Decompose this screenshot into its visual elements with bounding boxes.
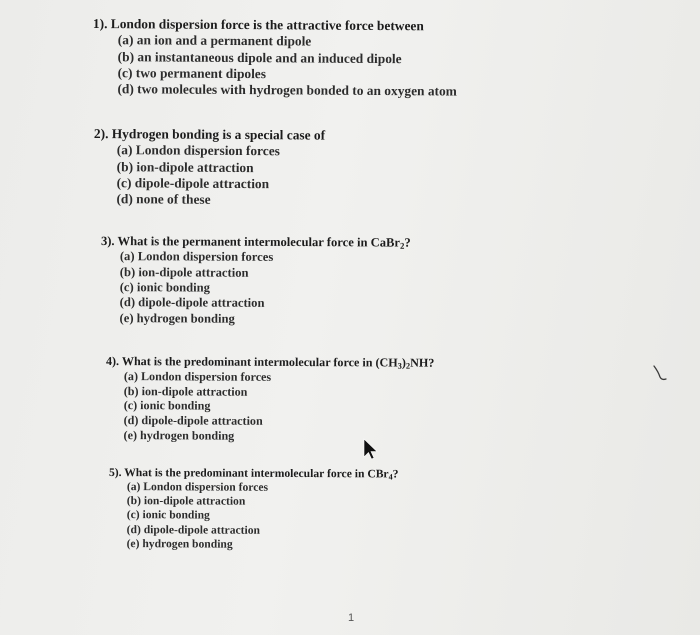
question-2-option-c: (c) dipole-dipole attraction (116, 175, 270, 192)
question-1-stem: 1). London dispersion force is the attractive force between (92, 16, 424, 34)
question-4-stem-subscript-2: 2 (405, 360, 411, 371)
question-1-option-d: (d) two molecules with hydrogen bonded to an oxygen atom (117, 81, 457, 99)
question-3-stem-subscript: 2 (399, 240, 405, 251)
handwritten-mark-icon (652, 364, 668, 382)
question-3-option-b: (b) ion-dipole attraction (119, 264, 249, 280)
question-5-stem-subscript: 4 (388, 472, 393, 482)
question-3-option-d: (d) dipole-dipole attraction (119, 295, 265, 311)
question-5-option-a: (a) London dispersion forces (126, 480, 269, 494)
question-3-option-e: (e) hydrogen bonding (119, 310, 235, 326)
question-3-stem-end: ? (404, 235, 411, 250)
question-4-option-d: (d) dipole-dipole attraction (123, 413, 263, 428)
question-4-stem-end: NH? (410, 355, 435, 370)
question-4-stem (106, 354, 434, 370)
question-5 (109, 466, 399, 552)
question-4-option-a: (a) London dispersion forces (123, 368, 272, 384)
question-3-option-c: (c) ionic bonding (119, 280, 211, 295)
question-5-option-b: (b) ion-dipole attraction (126, 494, 246, 508)
question-3-stem (101, 234, 411, 251)
question-1-option-a: (a) an ion and a permanent dipole (117, 32, 312, 49)
question-2-option-b: (b) ion-dipole attraction (116, 158, 254, 175)
question-5-option-c: (c) ionic bonding (126, 508, 210, 522)
question-3-stem-text: 3). What is the permanent intermolecular force in CaBr (100, 234, 401, 250)
question-3 (101, 234, 411, 328)
question-1-option-b: (b) an instantaneous dipole and an induced dipole (117, 48, 402, 66)
question-1-option-c: (c) two permanent dipoles (117, 65, 267, 82)
question-5-stem (109, 466, 399, 482)
question-2-option-d: (d) none of these (116, 191, 211, 208)
question-4-option-c: (c) ionic bonding (123, 398, 211, 413)
question-4-option-b: (b) ion-dipole attraction (123, 383, 248, 399)
question-2 (93, 126, 325, 209)
page-number: 1 (348, 612, 355, 624)
question-2-stem: 2). Hydrogen bonding is a special case of (93, 126, 326, 143)
question-4-stem-mid: ) (401, 355, 406, 370)
question-2-option-a: (a) London dispersion forces (116, 142, 280, 159)
question-5-stem-text: 5). What is the predominant intermolecular force in CBr (108, 466, 389, 481)
question-5-option-e: (e) hydrogen bonding (126, 536, 233, 551)
mouse-pointer-icon (361, 437, 379, 461)
question-4-option-e: (e) hydrogen bonding (123, 427, 235, 443)
question-3-option-a: (a) London dispersion forces (119, 249, 274, 265)
question-4-stem-subscript-1: 3 (397, 360, 402, 371)
question-5-stem-end: ? (392, 467, 399, 481)
question-4 (106, 354, 435, 444)
question-4-stem-text: 4). What is the predominant intermolecular force in (CH (105, 354, 398, 370)
question-5-option-d: (d) dipole-dipole attraction (126, 522, 261, 537)
question-1 (92, 16, 457, 100)
